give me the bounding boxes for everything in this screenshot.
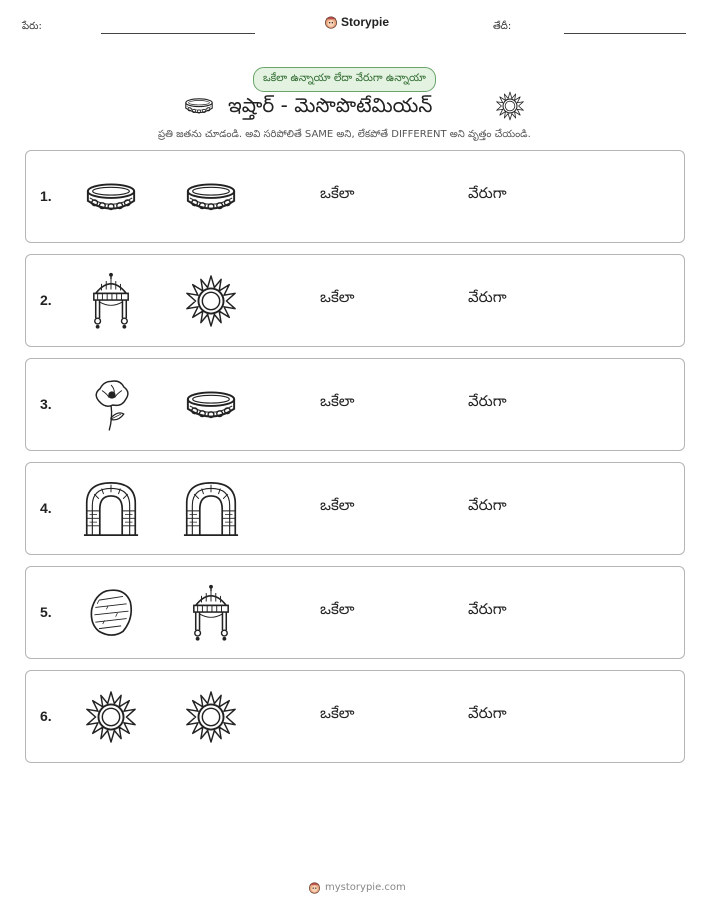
different-option[interactable]: వేరుగా [468, 184, 507, 202]
brand-name: Storypie [341, 15, 390, 29]
same-option[interactable]: ఒకేలా [320, 184, 355, 202]
different-option[interactable]: వేరుగా [468, 496, 507, 514]
question-row [25, 462, 685, 555]
question-number: 5. [40, 604, 52, 620]
crown-icon [190, 584, 232, 642]
question-number: 1. [40, 188, 52, 204]
sun-icon [84, 690, 138, 744]
same-option[interactable]: ఒకేలా [320, 288, 355, 306]
tablet-icon [88, 587, 134, 639]
question-number: 2. [40, 292, 52, 308]
crown-icon [90, 272, 132, 330]
sun-icon [495, 91, 525, 121]
footer [308, 881, 406, 894]
footer-url[interactable]: mystorypie.com [325, 882, 406, 893]
different-option[interactable]: వేరుగా [468, 288, 507, 306]
same-option[interactable]: ఒకేలా [320, 392, 355, 410]
same-option[interactable]: ఒకేలా [320, 600, 355, 618]
question-number: 4. [40, 500, 52, 516]
question-row [25, 358, 685, 451]
ring-icon [183, 95, 215, 117]
sun-icon [184, 690, 238, 744]
flower-icon [91, 377, 131, 433]
same-option[interactable]: ఒకేలా [320, 704, 355, 722]
page-title: ఇష్తార్ - మెసొపొటేమియన్ [228, 93, 433, 117]
mascot-icon [324, 15, 338, 29]
question-number: 6. [40, 708, 52, 724]
different-option[interactable]: వేరుగా [468, 704, 507, 722]
name-label: పేరు: [22, 21, 42, 32]
question-number: 3. [40, 396, 52, 412]
gate-icon [183, 481, 239, 537]
name-field-line[interactable] [101, 33, 255, 34]
date-label: తేదీ: [493, 21, 512, 32]
question-row [25, 254, 685, 347]
mascot-icon [308, 881, 321, 894]
brand-logo [324, 15, 389, 29]
same-option[interactable]: ఒకేలా [320, 496, 355, 514]
question-row [25, 566, 685, 659]
question-row [25, 670, 685, 763]
ring-icon [184, 177, 238, 217]
question-row [25, 150, 685, 243]
ring-icon [84, 177, 138, 217]
subtitle-pill: ఒకేలా ఉన్నాయా లేదా వేరుగా ఉన్నాయా [253, 67, 436, 92]
different-option[interactable]: వేరుగా [468, 600, 507, 618]
ring-icon [184, 385, 238, 425]
sun-icon [184, 274, 238, 328]
different-option[interactable]: వేరుగా [468, 392, 507, 410]
gate-icon [83, 481, 139, 537]
instructions: ప్రతి జతను చూడండి. అవి సరిపోలితే SAME అని, లేకపోతే DIFFERENT అని వృత్తం చేయండి. [158, 129, 531, 140]
date-field-line[interactable] [564, 33, 686, 34]
